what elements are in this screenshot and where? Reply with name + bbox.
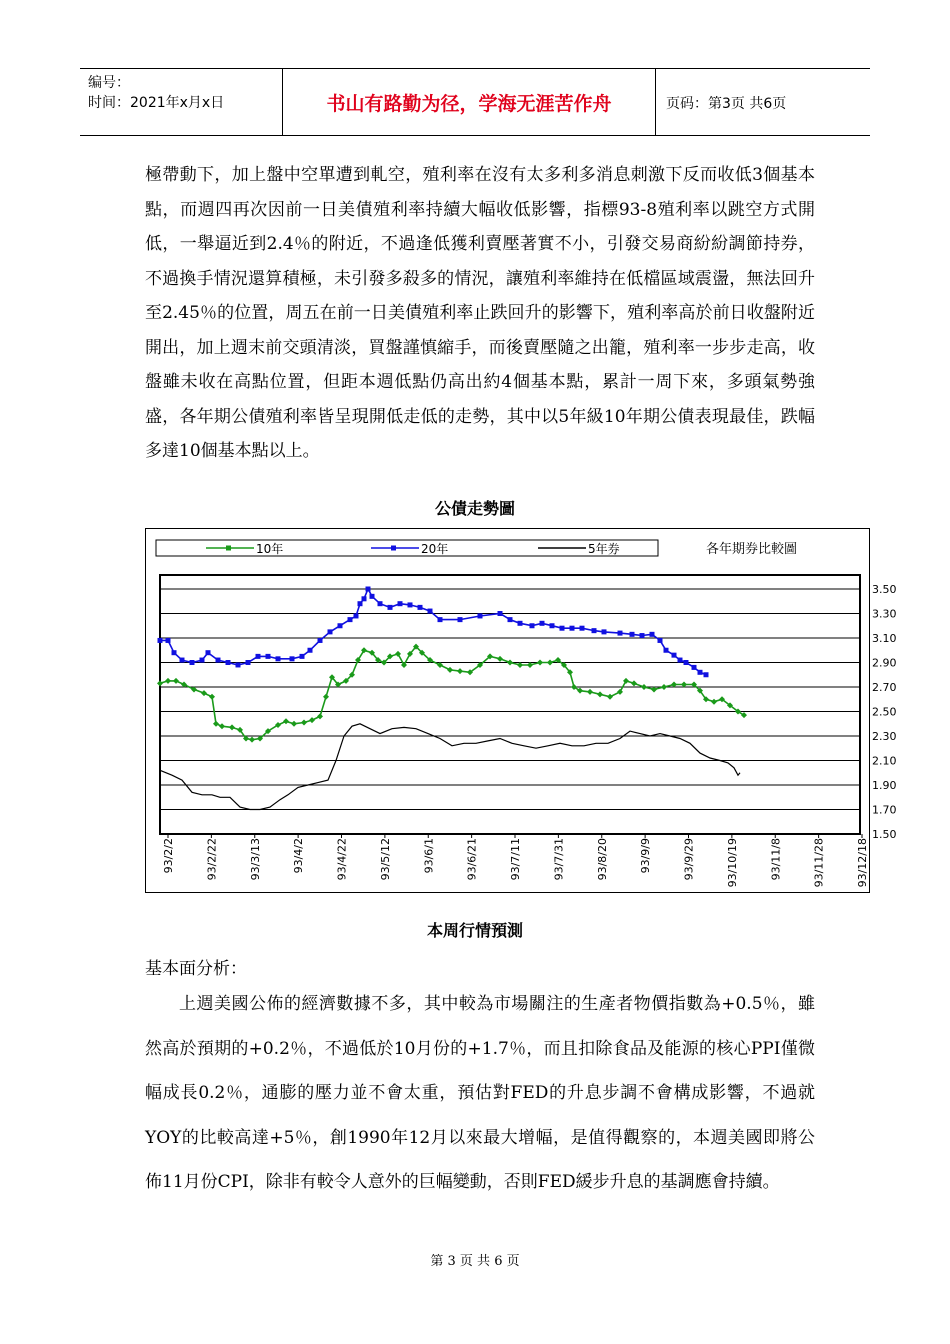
- series-1-point-5: [190, 660, 195, 665]
- y-tick-label-2: 3.30: [872, 607, 897, 621]
- series-1-point-48: [630, 632, 635, 637]
- series-1-point-54: [678, 658, 683, 663]
- series-1-point-7: [206, 650, 211, 655]
- series-1-point-44: [580, 626, 585, 631]
- series-1-point-28: [388, 605, 393, 610]
- x-tick-label-13: 93/9/29: [682, 838, 696, 881]
- x-tick-label-8: 93/6/21: [465, 838, 479, 881]
- page-footer: 第 3 页 共 6 页: [430, 1254, 520, 1269]
- series-1-point-33: [438, 617, 443, 622]
- series-1-point-29: [398, 601, 403, 606]
- series-1-point-37: [508, 617, 513, 622]
- series-1-point-56: [692, 665, 697, 670]
- series-1-point-9: [226, 660, 231, 665]
- paragraph-2-text: 上週美國公佈的經濟數據不多，其中較為市場關注的生產者物價指數為+0.5％，雖然高於預期的+0.2％，不過低於10月份的+1.7％，而且扣除食品及能源的核心PPI僅微幅成長0.2％，通膨的壓力並不會太重，預估對FED的升息步調不會構成影響，不過就YOY的比較高達+5％，創1990年12月以來最大增幅，是值得觀察的，本週美國即將公佈11月份CPI，除非有較令人意外的巨幅變動，否則FED緩步升息的基調應會持續。: [145, 994, 815, 1192]
- series-1-point-1: [158, 638, 163, 643]
- series-1-point-53: [672, 653, 677, 658]
- x-tick-label-6: 93/5/12: [378, 838, 392, 881]
- y-tick-label-10: 1.70: [872, 803, 897, 817]
- y-tick-label-3: 3.10: [872, 632, 897, 645]
- series-1-point-42: [560, 626, 565, 631]
- series-1-point-14: [276, 656, 281, 661]
- series-1-point-15: [290, 656, 295, 661]
- series-1-point-24: [362, 596, 367, 601]
- x-tick-label-16: 93/11/28: [812, 838, 826, 888]
- series-1-point-52: [664, 648, 669, 653]
- series-1-point-2: [166, 638, 171, 643]
- forecast-heading: 本周行情預測: [426, 921, 523, 940]
- series-1-point-25: [366, 587, 371, 592]
- series-1-point-20: [338, 623, 343, 628]
- x-tick-label-10: 93/7/31: [552, 838, 566, 881]
- series-1-point-41: [550, 623, 555, 628]
- series-1-point-45: [592, 628, 597, 633]
- series-1-point-12: [256, 654, 261, 659]
- bond-yield-chart: [145, 528, 897, 893]
- y-tick-label-4: 2.90: [872, 656, 897, 670]
- series-1-point-21: [348, 617, 353, 622]
- legend-marker-2: [391, 546, 396, 551]
- series-1-point-39: [530, 623, 535, 628]
- y-tick-label-6: 2.50: [872, 705, 897, 719]
- legend-marker-1: [226, 546, 231, 551]
- series-1-point-13: [266, 654, 271, 659]
- legend-label-1: 10年: [256, 542, 284, 556]
- series-1-point-51: [658, 638, 663, 643]
- x-tick-label-5: 93/4/22: [335, 838, 349, 881]
- basic-analysis-label: 基本面分析：: [145, 959, 247, 979]
- x-tick-label-2: 93/2/22: [205, 838, 219, 881]
- y-tick-label-5: 2.70: [872, 681, 897, 694]
- body-paragraph-1: [145, 158, 815, 469]
- series-1-point-43: [570, 626, 575, 631]
- series-1-point-23: [358, 601, 363, 606]
- series-1-point-11: [246, 660, 251, 665]
- y-tick-label-8: 2.10: [872, 754, 897, 768]
- y-tick-label-1: 3.50: [872, 583, 897, 596]
- series-1-point-40: [540, 621, 545, 626]
- x-tick-label-1: 93/2/2: [162, 838, 175, 874]
- chart-svg: [146, 529, 897, 892]
- document-header: [80, 68, 870, 136]
- series-1-point-47: [618, 631, 623, 636]
- x-tick-label-7: 93/6/1: [422, 838, 436, 874]
- series-1-point-46: [602, 629, 607, 634]
- x-tick-label-4: 93/4/2: [292, 838, 306, 874]
- series-1-point-17: [308, 648, 313, 653]
- series-1-point-8: [216, 658, 221, 663]
- series-1-point-34: [458, 617, 463, 622]
- legend-label-2: 20年: [421, 542, 449, 556]
- y-tick-label-11: 1.50: [872, 828, 897, 841]
- series-1-point-10: [236, 662, 241, 667]
- time-label: 时间：2021年x月x日: [88, 95, 225, 111]
- header-motto: 书山有路勤为径，学海无涯苦作舟: [282, 69, 656, 135]
- series-1-point-35: [478, 613, 483, 618]
- series-1-point-58: [704, 672, 709, 677]
- series-1-point-30: [408, 602, 413, 607]
- header-page-info: 页码：第3页 共6页: [666, 96, 787, 112]
- header-left-cell: [80, 69, 282, 135]
- series-1-point-50: [650, 632, 655, 637]
- series-1-point-22: [354, 613, 359, 618]
- series-1-point-6: [200, 658, 205, 663]
- series-1-point-18: [318, 638, 323, 643]
- series-1-point-16: [300, 654, 305, 659]
- series-1-point-26: [370, 594, 375, 599]
- x-tick-label-14: 93/10/19: [725, 838, 739, 888]
- x-tick-label-17: 93/12/18: [856, 838, 869, 888]
- body-paragraph-2: [145, 982, 815, 1205]
- series-1-point-49: [640, 633, 645, 638]
- series-1-point-27: [378, 601, 383, 606]
- series-1-point-31: [418, 605, 423, 610]
- x-tick-label-11: 93/8/20: [595, 838, 609, 881]
- x-tick-label-9: 93/7/11: [509, 838, 522, 881]
- y-tick-label-9: 1.90: [872, 779, 897, 792]
- number-label: 编号：: [88, 75, 130, 91]
- series-1-point-38: [518, 621, 523, 626]
- y-tick-label-7: 2.30: [872, 730, 897, 743]
- series-1-point-19: [328, 629, 333, 634]
- series-1-point-4: [180, 658, 185, 663]
- x-tick-label-3: 93/3/13: [248, 838, 262, 881]
- series-1-point-3: [172, 650, 177, 655]
- series-1-point-57: [698, 670, 703, 675]
- series-1-point-32: [428, 609, 433, 614]
- paragraph-1-text: 極帶動下，加上盤中空單遭到軋空，殖利率在沒有太多利多消息刺激下反而收低3個基本點，而週四再次因前一日美債殖利率持續大幅收低影響，指標93-8殖利率以跳空方式開低，一舉逼近到2.4％的附近，不過逢低獲利賣壓著實不小，引發交易商紛紛調節持券，不過換手情況還算積極，未引發多殺多的情況，讓殖利率維持在低檔區域震盪，無法回升至2.45％的位置，周五在前一日美債殖利率止跌回升的影響下，殖利率高於前日收盤附近開出，加上週末前交頭清淡，買盤謹慎縮手，而後賣壓隨之出籠，殖利率一步步走高，收盤雖未收在高點位置，但距本週低點仍高出約4個基本點，累計一周下來，多頭氣勢強盛，各年期公債殖利率皆呈現開低走低的走勢，其中以5年級10年期公債表現最佳，跌幅多達10個基本點以上。: [145, 165, 815, 461]
- chart-inner-title: 各年期券比較圖: [706, 542, 798, 557]
- legend-label-3: 5年券: [588, 542, 620, 556]
- series-1-point-36: [498, 611, 503, 616]
- chart-heading: 公債走勢圖: [434, 499, 515, 518]
- x-tick-label-15: 93/11/8: [769, 838, 783, 881]
- series-1-point-55: [684, 660, 689, 665]
- x-tick-label-12: 93/9/9: [639, 838, 653, 874]
